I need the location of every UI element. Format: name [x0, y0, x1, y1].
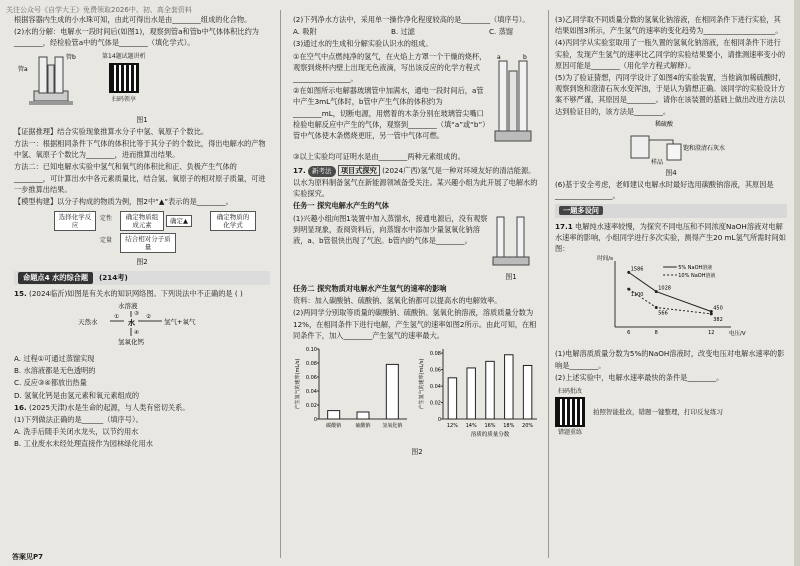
- x-tick-label: 12: [708, 330, 715, 337]
- x-tick-label: 碳酸钠: [326, 423, 342, 430]
- task-electrolyzer: [489, 213, 533, 269]
- line-chart-voltage: [555, 255, 787, 345]
- q-text: (1)下列做法正确的是______（填序号）。: [14, 415, 143, 425]
- option: C. 反应③④都放出热量: [14, 378, 87, 388]
- q-text: (5)为了验证猜想，丙同学设计了如图4的实验装置，当他滴加稀硫酸时，观察到饱和澄清石灰水变浑浊，于是认为猜想正确。该同学的实验设计方案不够严谨，其原因是________。请你在该装置的基础上做出改进方法以达到验证目的，该方法是________。: [555, 73, 786, 116]
- test-apparatus: [611, 118, 731, 168]
- tube-b-label: 管b: [66, 53, 76, 61]
- net-step: ①: [114, 313, 119, 320]
- q3-text: [293, 51, 489, 151]
- question-number: 15.: [14, 288, 27, 298]
- fig4-label: 稀硫酸: [655, 120, 674, 128]
- q-text: 电解纯水速率较慢，为探究不同电压和不同浓度NaOH溶液对电解水速率的影响，小组同学进行多次实验，测得产生20 mL氢气所需时间如图：: [555, 221, 786, 254]
- section-count: (214考): [99, 273, 128, 283]
- q-text: ②在如图所示电解器玻璃管中加满水，通电一段时间后，a管中产生3mL气体时，b管中产生气体的体积约为________mL，切断电源，用燃着的木条分别在玻璃管尖嘴口检验电解反应中产生的气体，观察到________（填“a”或“b”）管中气体使木条燃烧更旺，另一管中气体可燃。: [293, 86, 486, 141]
- electrolyzer-figure: [489, 51, 539, 151]
- x-axis-label: 溶质的质量分数: [470, 432, 510, 439]
- data-label: 1100: [630, 292, 644, 299]
- fig4-label: 饱和澄清石灰水: [683, 144, 726, 152]
- q-text: (2025天津)水是生命的起源，与人类有密切关系。: [29, 402, 190, 412]
- legend-label: 10% NaOH溶液: [678, 273, 716, 280]
- flow-box: 确定▲: [166, 215, 192, 227]
- q-text: (2024临沂)如图是有关水的知识网络图。下列说法中不正确的是 ( ): [29, 288, 243, 298]
- q-text: (2)上述实验中，电解水速率最快的条件是________。: [555, 372, 724, 382]
- figure-row: [14, 51, 270, 113]
- bar: [328, 411, 340, 419]
- electrolysis-apparatus: [14, 51, 84, 111]
- q-text: ①在空气中点燃纯净的氢气，在火焰上方罩一个干燥的烧杯，观察到烧杯内壁上出现无色液滴，写出该反应的化学方程式________________。: [293, 51, 487, 84]
- charts-row: [293, 343, 541, 447]
- scan-edge: [794, 0, 800, 566]
- question-17: [293, 165, 541, 200]
- column-right: [555, 14, 787, 438]
- q-text: (1)兴趣小组向图1装置中加入蒸馏水，接通电源后，没有观察到明显现象，查阅资料后，向蒸馏水中添加少量氢氧化钠溶液，a、b管很快出现了气泡。b管内的气体是________。: [293, 213, 488, 246]
- figure-caption: 图2: [136, 258, 148, 267]
- header-watermark: 关注公众号《自学大王》免费领取2026中、初、高全套资料: [6, 6, 192, 14]
- bar: [467, 368, 475, 419]
- y-tick-label: 0: [313, 417, 317, 424]
- extension-header: [555, 204, 787, 217]
- qr-title: 扫码批改: [557, 388, 582, 396]
- net-node: 水: [128, 318, 135, 327]
- x-tick-label: 20%: [522, 423, 534, 430]
- figure-caption: 图1: [505, 272, 517, 281]
- y-tick-label: 0.06: [305, 375, 317, 382]
- bar-chart-concentration: [417, 343, 541, 447]
- q-text: 方法二：已知电解水实验中氢气和氧气的体积比和正、负极产生气体的________，可计算出水中各元素质量比，结合氢、氧原子的相对原子质量，可进一步推算出结果。: [14, 162, 266, 194]
- q-text: (3)通过水的生成和分解实验认识水的组成。: [293, 39, 433, 49]
- y-tick-label: 0.04: [305, 389, 317, 396]
- option: D. 氢氧化钙是由氢元素和氧元素组成的: [14, 390, 140, 400]
- project-label: 项目式探究: [338, 165, 380, 176]
- question-number: 17.: [293, 165, 306, 175]
- bar: [357, 412, 369, 419]
- option: B. 过滤: [390, 27, 415, 37]
- flow-box: 结合相对分子质量: [120, 233, 176, 253]
- y-tick-label: 0.02: [305, 403, 317, 410]
- option: C. 蒸馏: [489, 27, 513, 37]
- column-left: [14, 14, 270, 451]
- legend-label: 5% NaOH溶液: [678, 265, 713, 272]
- x-tick-label: 氢氧化钠: [382, 423, 403, 430]
- flow-label: 定性: [100, 215, 113, 223]
- figure-1: [489, 213, 533, 283]
- net-node: 氢气+氧气: [164, 317, 196, 326]
- y-axis-label: 产生氢气的速率(mL/s): [295, 358, 301, 410]
- options-row: [293, 26, 513, 37]
- net-step: ②: [146, 313, 151, 320]
- tube-a-label: a: [497, 53, 501, 61]
- q-text: (4)丙同学从实验室取用了一瓶久置的氢氧化钠溶液，在相同条件下进行实验，发现产生氢气的速率比乙同学的实验结果要小，请推测速率变小的原因可能是________（用化学方程式解释）。: [555, 38, 786, 70]
- bar: [505, 355, 513, 419]
- figure-caption: 图4: [665, 168, 677, 177]
- q-text: (2024广西)氢气是一种对环境友好的清洁能源。以水为原料制备氢气在新能源领域备受关注。某兴趣小组为此开展了电解水的实验探究。: [293, 165, 538, 199]
- x-tick-label: 14%: [465, 423, 477, 430]
- q-text: ③以上实验均可证明水是由________两种元素组成的。: [293, 151, 465, 161]
- data-label: 450: [713, 305, 723, 312]
- q-text: 资料：加入碳酸钠、硫酸钠、氢氧化钠都可以提高水的电解效率。: [293, 296, 502, 306]
- qr-code-icon[interactable]: [555, 397, 585, 427]
- bar-chart-salts: [293, 343, 411, 447]
- section-header: [14, 271, 270, 284]
- option: A. 过程①可通过蒸馏实现: [14, 354, 95, 364]
- y-tick-label: 0: [437, 417, 441, 424]
- task1-block: [293, 213, 541, 283]
- column-middle: [293, 14, 541, 458]
- option: B. 水溶液都是无色透明的: [14, 366, 96, 376]
- new-method-badge: 新考法: [308, 166, 336, 177]
- net-step: ③: [134, 310, 139, 317]
- q-text: 【模型构建】以分子构成的物质为例，图2中“▲”表示的是________。: [14, 197, 233, 207]
- figure-caption: 图2: [411, 448, 423, 457]
- q3-block: [293, 51, 541, 151]
- question-number: 16.: [14, 402, 27, 412]
- water-network-diagram: [14, 300, 270, 350]
- option: B. 工业废水未经处理直接作为园林绿化用水: [14, 439, 153, 449]
- x-tick-label: 18%: [503, 423, 515, 430]
- extension-title: 一题多设问: [559, 206, 603, 215]
- flow-box: 确定物质组成元素: [120, 211, 164, 231]
- option: A. 洗手后随手关闭水龙头，以节约用水: [14, 427, 139, 437]
- y-tick-label: 0.04: [429, 384, 441, 391]
- q-text: 根据容器内生成的小水珠可知，由此可得出水是由________组成的化合物。: [14, 15, 252, 24]
- y-tick-label: 0.08: [305, 361, 317, 368]
- x-tick-label: 16%: [484, 423, 496, 430]
- q-text: (1)电解溶质质量分数为5%的NaOH溶液时，改变电压对电解水速率的影响是________。: [555, 349, 785, 370]
- section-title: 命题点4 水的综合题: [18, 272, 93, 283]
- net-step: ④: [134, 329, 139, 336]
- qr-footer[interactable]: [555, 386, 787, 438]
- net-node: 天然水: [78, 317, 98, 326]
- question-17-1: [555, 221, 787, 255]
- qr-caption: 错题重练: [557, 429, 582, 437]
- column-divider: [548, 10, 549, 558]
- y-axis-label: 产生氢气的速率(mL/s): [419, 358, 425, 410]
- x-tick-label: 6: [627, 330, 631, 337]
- x-tick-label: 硫酸钠: [355, 423, 371, 430]
- y-tick-label: 0.10: [305, 347, 317, 354]
- flow-label: 定量: [100, 237, 113, 245]
- q-text: (6)基于安全考虑，老师建议电解水时最好选用碳酸钠溶液，其原因是________________。: [555, 180, 774, 201]
- y-axis-label: 时间/s: [597, 256, 613, 263]
- question-15: [14, 288, 270, 299]
- qr-block[interactable]: [555, 386, 585, 438]
- column-divider: [280, 10, 281, 558]
- qr-code-icon[interactable]: [109, 63, 139, 93]
- bar: [448, 378, 456, 419]
- data-label: 382: [713, 317, 723, 324]
- data-label: 1028: [658, 285, 671, 292]
- fig4-label: 样品: [651, 158, 664, 166]
- data-point: [710, 313, 713, 316]
- qr-caption: 扫码领享: [111, 95, 136, 103]
- data-label: 1586: [630, 266, 644, 273]
- bar: [386, 364, 398, 419]
- flow-box: 选择化学反应: [54, 211, 96, 231]
- q-text: (2)水的分解：电解水一段时间后(如图1)，观察到管a和管b中气体体积比约为________，经检验管a中的气体是________（填化学式）。: [14, 27, 259, 48]
- data-point: [655, 306, 658, 309]
- q-text: (2)两同学分别取等质量的碳酸钠、硫酸钠、氢氧化钠溶液，溶质质量分数为12%，在相同条件下进行电解，产生氢气的速率如图2所示。由此可知，在相同条件下，加入________产生氢气的速率最大。: [293, 308, 537, 340]
- bar: [523, 366, 531, 420]
- tube-b-label: b: [523, 53, 527, 61]
- q-text: 【证据推理】结合实验现象推算水分子中氢、氧原子个数比。: [14, 126, 209, 136]
- flow-box: 确定物质的化学式: [210, 211, 256, 231]
- figure-caption: 图1: [136, 115, 148, 124]
- qr-block[interactable]: [102, 51, 146, 105]
- tube-a-label: 管a: [18, 65, 28, 73]
- task-heading: 任务一 探究电解水产生的气体: [293, 201, 389, 211]
- q-text: (3)乙同学取不同质量分数的氢氧化钠溶液，在相同条件下进行实验，其结果如图3所示，产生氢气的速率的变化趋势为____________________。: [555, 15, 783, 36]
- x-tick-label: 12%: [446, 423, 458, 430]
- answer-page-ref: 答案见P7: [12, 553, 44, 561]
- task-heading: 任务二 探究物质对电解水产生氢气的速率的影响: [293, 284, 447, 294]
- bar: [486, 361, 494, 419]
- y-tick-label: 0.06: [429, 367, 441, 374]
- question-16: [14, 402, 270, 413]
- net-node: 水溶液: [118, 301, 138, 310]
- x-tick-label: 8: [654, 330, 658, 337]
- figure-4: [555, 118, 787, 168]
- qr-note: 拍照智能批改，错题一键整理，打印反复练习: [593, 407, 723, 416]
- y-tick-label: 0.08: [429, 351, 441, 358]
- option: A. 吸附: [293, 27, 317, 37]
- net-node: 氢氧化钙: [118, 337, 144, 346]
- y-tick-label: 0.02: [429, 400, 441, 407]
- q-text: (2)下列净水方法中，采用单一操作净化程度较高的是________（填序号）。: [293, 15, 530, 24]
- data-label: 566: [658, 310, 668, 317]
- qr-title: 第14题试题讲析: [102, 52, 146, 60]
- q-text: 方法一：根据相同条件下气体的体积比等于其分子的个数比，得出电解水的产物中氢、氧原子个数比为________，进而推算出结果。: [14, 139, 266, 160]
- question-number: 17.1: [555, 221, 573, 231]
- model-flowchart: [14, 209, 270, 257]
- x-axis-label: 电压/V: [729, 331, 746, 338]
- data-point: [627, 288, 630, 291]
